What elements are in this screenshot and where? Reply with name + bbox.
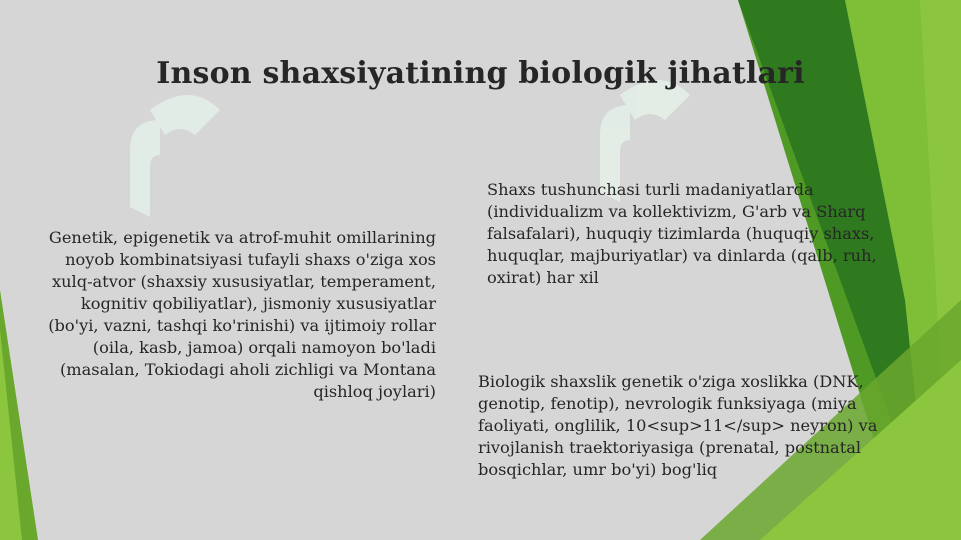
left-paragraph: Genetik, epigenetik va atrof-muhit omillarining noyob kombinatsiyasi tufayli shaxs o'ziga xos xulq-atvor (shaxsiy xususiyatlar, temperament, kognitiv qobiliyatlar), jismoniy xususiyatlar (bo'yi, vazni, tashqi ko'rinishi) va ijtimoiy rollar (oila, kasb, jamoa) orqali namoyon bo'ladi (masalan, Tokiodagi aholi zichligi va Montana qishloq joylari) [48,228,436,401]
slide-title: Inson shaxsiyatining biologik jihatlari [156,56,805,92]
right-top-paragraph: Shaxs tushunchasi turli madaniyatlarda (individualizm va kollektivizm, G'arb va Sharq falsafalari), huquqiy tizimlarda (huquqiy shaxs, huquqlar, majburiyatlar) va dinlarda (qalb, ruh, oxirat) har xil [487,180,877,287]
watermark-logo-left [130,95,220,217]
right-bottom-paragraph: Biologik shaxslik genetik o'ziga xoslikka (DNK, genotip, fenotip), nevrologik funksiyaga (miya faoliyati, onglilik, 10<sup>11</sup> neyron) va rivojlanish traektoriyasiga (prenatal, postnatal bosqichlar, umr bo'yi) bog'liq [478,372,878,479]
